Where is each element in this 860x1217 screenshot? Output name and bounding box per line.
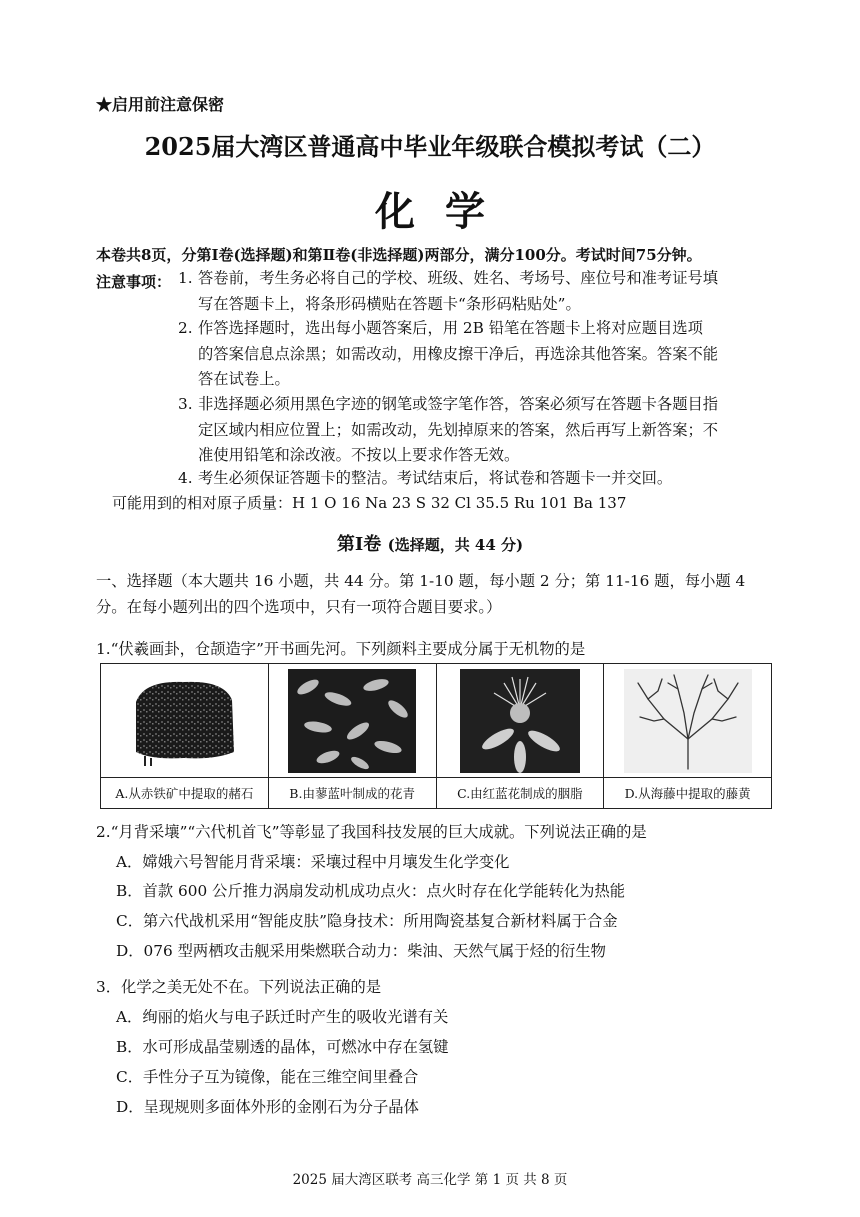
safflower-image — [437, 664, 604, 778]
question-2-stem: 2.“月背采壤”“六代机首飞”等彰显了我国科技发展的巨大成就。下列说法正确的是 — [96, 823, 647, 841]
question-2-option-a: A．嫦娥六号智能月背采壤：采壤过程中月壤发生化学变化 — [116, 853, 510, 871]
question-1-stem: 1.“伏羲画卦，仓颉造字”开书画先河。下列颜料主要成分属于无机物的是 — [96, 640, 586, 658]
hematite-ore-image — [101, 664, 268, 778]
subject-title: 化学 — [375, 188, 515, 235]
option-c-cell — [437, 664, 605, 808]
question-3-option-a: A．绚丽的焰火与电子跃迁时产生的吸收光谱有关 — [116, 1008, 449, 1026]
note-text: 的答案信息点涂黑；如需改动，用橡皮擦干净后，再选涂其他答案。答案不能 — [198, 344, 719, 363]
option-b-cell — [269, 664, 437, 808]
note-text: 作答选择题时，选出每小题答案后，用 2B 铅笔在答题卡上将对应题目选项 — [198, 319, 703, 337]
note-number: 3. — [178, 395, 193, 413]
question-2-option-b: B．首款 600 公斤推力涡扇发动机成功点火：点火时存在化学能转化为热能 — [116, 882, 626, 900]
exam-intro: 本卷共8页，分第Ⅰ卷(选择题)和第Ⅱ卷(非选择题)两部分，满分100分。考试时间75分钟。 — [96, 246, 702, 264]
option-d-caption: D.从海藤中提取的藤黄 — [624, 786, 751, 801]
note-text: 答卷前，考生务必将自己的学校、班级、姓名、考场号、座位号和准考证号填 — [198, 269, 719, 287]
note-text: 非选择题必须用黑色字迹的钢笔或签字笔作答，答案必须写在答题卡各题目指 — [198, 395, 719, 413]
option-a-cell — [101, 664, 269, 808]
option-c-caption: C.由红蓝花制成的胭脂 — [457, 786, 583, 801]
notes-label: 注意事项： — [96, 273, 172, 291]
question-2-option-d: D．076 型两栖攻击舰采用柴燃联合动力：柴油、天然气属于烃的衍生物 — [116, 942, 606, 960]
note-text: 定区域内相应位置上；如需改动，先划掉原来的答案，然后再写上新答案；不 — [198, 420, 719, 439]
note-number: 1. — [178, 269, 193, 287]
note-item-3 — [178, 392, 778, 469]
sea-vine-image — [604, 664, 771, 778]
question-3-stem: 3．化学之美无处不在。下列说法正确的是 — [96, 978, 382, 996]
section-instructions: 一、选择题（本大题共 16 小题，共 44 分。第 1-10 题，每小题 2 分；第 11-16 题，每小题 4 分。在每小题列出的四个选项中，只有一项符合题目要求。） — [96, 572, 746, 616]
indigo-leaves-image — [269, 664, 436, 778]
question-1-image-table — [100, 663, 772, 809]
section-heading — [0, 530, 860, 556]
question-2-option-c: C．第六代战机采用“智能皮肤”隐身技术：所用陶瓷基复合新材料属于合金 — [116, 912, 618, 930]
option-b-caption: B.由蓼蓝叶制成的花青 — [289, 786, 415, 801]
note-item-2 — [178, 316, 778, 393]
note-number: 2. — [178, 319, 193, 337]
note-text: 准使用铅笔和涂改液。不按以上要求作答无效。 — [198, 446, 520, 464]
question-3-option-b: B．水可形成晶莹剔透的晶体，可燃冰中存在氢键 — [116, 1038, 449, 1056]
note-text: 考生必须保证答题卡的整洁。考试结束后，将试卷和答题卡一并交回。 — [198, 469, 673, 487]
note-text: 答在试卷上。 — [198, 370, 290, 388]
atomic-masses: 可能用到的相对原子质量：H 1 O 16 Na 23 S 32 Cl 35.5 Ru 101 Ba 137 — [112, 494, 627, 512]
note-item-4 — [178, 466, 778, 492]
note-item-1 — [178, 266, 778, 317]
option-a-caption: A.从赤铁矿中提取的赭石 — [115, 786, 254, 801]
confidential-notice: ★启用前注意保密 — [96, 95, 225, 114]
page-footer: 2025 届大湾区联考 高三化学 第 1 页 共 8 页 — [292, 1172, 568, 1188]
question-3-option-d: D．呈现规则多面体外形的金刚石为分子晶体 — [116, 1098, 419, 1116]
note-number: 4. — [178, 469, 193, 487]
note-text: 写在答题卡上，将条形码横贴在答题卡“条形码粘贴处”。 — [198, 294, 581, 313]
section-title: 第Ⅰ卷 — [336, 534, 382, 555]
section-subtitle: (选择题，共 44 分) — [387, 536, 524, 554]
exam-title: 2025届大湾区普通高中毕业年级联合模拟考试（二） — [144, 132, 716, 161]
question-3-option-c: C．手性分子互为镜像，能在三维空间里叠合 — [116, 1068, 419, 1086]
option-d-cell — [604, 664, 771, 808]
